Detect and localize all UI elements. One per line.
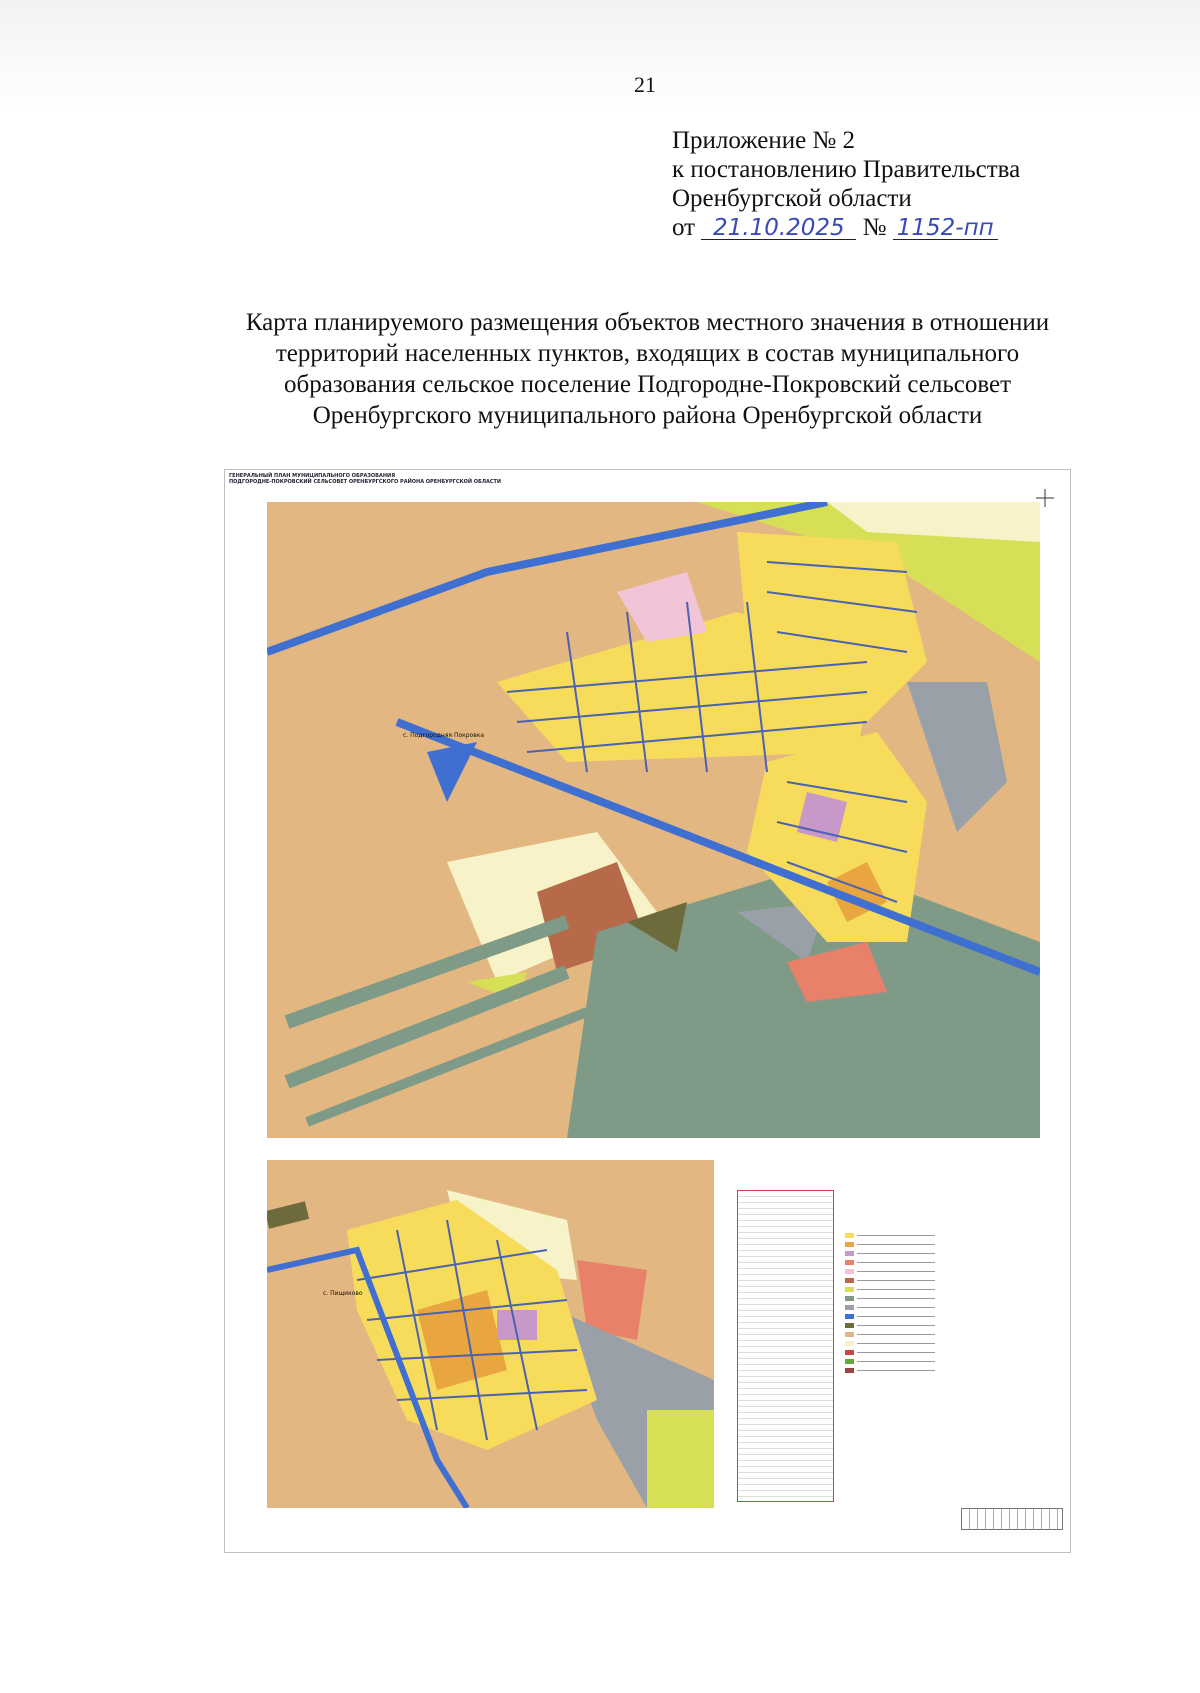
- date-value: 21.10.2025: [701, 217, 856, 240]
- main-map: [267, 502, 1040, 1138]
- number-value: 1152-пп: [893, 217, 998, 240]
- annex-line-1: Приложение № 2: [672, 127, 856, 154]
- north-arrow-icon: [1035, 488, 1055, 508]
- title-line-3: образования сельское поселение Подгородне-Покровский сельсовет: [283, 371, 1012, 398]
- title-line-2: территорий населенных пунктов, входящих в состав муниципального: [275, 340, 1020, 367]
- document-title: [170, 307, 1125, 431]
- number-prefix: №: [862, 214, 887, 241]
- legend-table: [737, 1190, 834, 1502]
- inset-map: [267, 1160, 714, 1508]
- legend: [845, 1232, 935, 1472]
- map-sheet: [224, 469, 1071, 1553]
- annex-line-3: Оренбургской области: [672, 185, 912, 212]
- sheet-header-1: ГЕНЕРАЛЬНЫЙ ПЛАН МУНИЦИПАЛЬНОГО ОБРАЗОВАНИЯ: [229, 473, 396, 479]
- title-block-stamp: [961, 1508, 1063, 1530]
- main-map-label: с. Подгородняя Покровка: [403, 732, 485, 739]
- annex-block: [672, 126, 1020, 242]
- page-number: 21: [634, 72, 656, 97]
- title-line-4: Оренбургского муниципального района Оренбургской области: [312, 402, 983, 429]
- annex-line-2: к постановлению Правительства: [672, 156, 1021, 183]
- sheet-header-2: ПОДГОРОДНЕ-ПОКРОВСКИЙ СЕЛЬСОВЕТ ОРЕНБУРГСКОГО РАЙОНА ОРЕНБУРГСКОЙ ОБЛАСТИ: [229, 479, 502, 485]
- annex-date-line: [672, 213, 1020, 242]
- inset-map-label: с. Пищиково: [323, 1290, 363, 1297]
- date-prefix: от: [672, 214, 696, 241]
- title-line-1: Карта планируемого размещения объектов местного значения в отношении: [245, 309, 1050, 336]
